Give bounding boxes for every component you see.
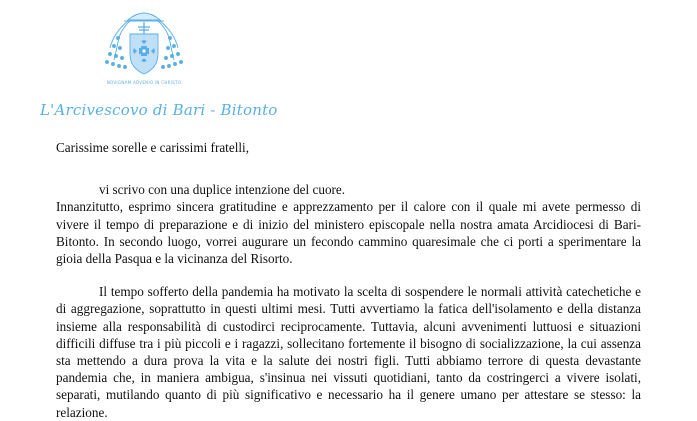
crest-motto: NOVIGNAM ADVENIO IN CHRISTO — [106, 80, 182, 85]
letter-body — [56, 139, 641, 421]
letter-paragraph: Il tempo sofferto della pandemia ha motivato la scelta di sospendere le normali attività catechetiche e di aggregazione, soprattutto in questi ultimi mesi. Tutti avvertiamo la fatica dell'isolamento e della distanza insieme alla responsabilità di custodirci reciprocamente. Tuttavia, alcuni avvenimenti luttuosi e situazioni difficili diffuse tra i più piccoli e i ragazzi, sollecitano fortemente il bisogno di socializzazione, la cui assenza sta mettendo a dura prova la vita e la salute dei nostri figli. Tutti abbiamo terrore di questa devastante pandemia che, in maniera ambigua, s'insinua nei vissuti quotidiani, tanto da costringerci a vivere isolati, separati, mutilando quanto di più significativo e necessario ha il genere umano per attestare se stesso: la relazione. — [56, 284, 641, 420]
letter-paragraph: Innanzitutto, esprimo sincera gratitudine e apprezzamento per il calore con il quale mi avete permesso di vivere il tempo di preparazione e di inizio del ministero episcopale nella nostra amata Arcidiocesi di Bari-Bitonto. In secondo luogo, vorrei augurare un fecondo cammino quaresimale che ci porti a sperimentare la gioia della Pasqua e la vicinanza del Risorto. — [56, 199, 641, 267]
letterhead-title: L'Arcivescovo di Bari - Bitonto — [40, 101, 278, 119]
letter-opening: vi scrivo con una duplice intenzione del cuore. — [99, 182, 346, 198]
letter-greeting: Carissime sorelle e carissimi fratelli, — [56, 140, 249, 155]
archbishop-coat-of-arms-icon — [98, 8, 190, 82]
